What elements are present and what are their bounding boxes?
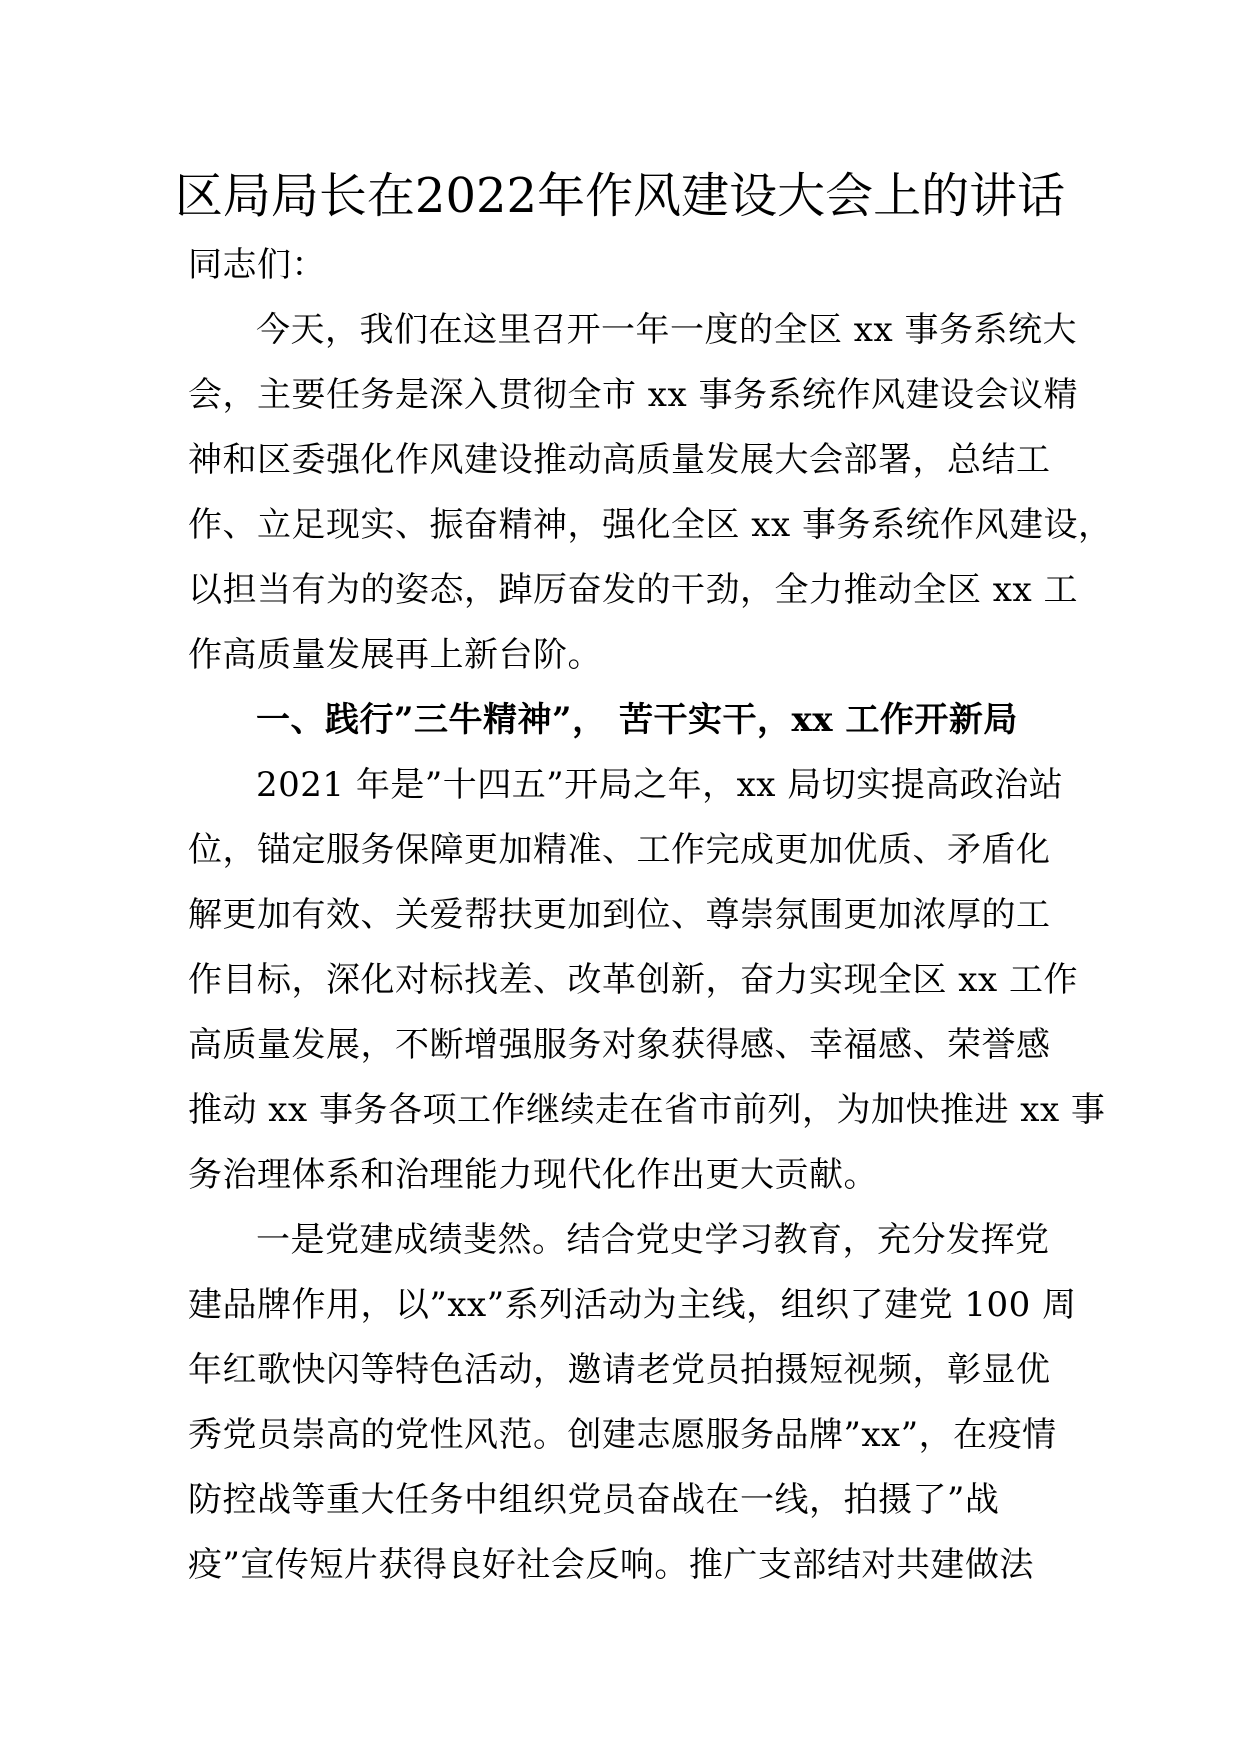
paragraph-line: 务治理体系和治理能力现代化作出更大贡献。 — [188, 1155, 878, 1195]
paragraph-line: 疫”宣传短片获得良好社会反响。推广支部结对共建做法 — [188, 1545, 1034, 1585]
paragraph-line: 今天，我们在这里召开一年一度的全区 xx 事务系统大 — [256, 310, 1077, 350]
paragraph-line: 会，主要任务是深入贯彻全市 xx 事务系统作风建设会议精 — [188, 375, 1078, 415]
paragraph-line: 一是党建成绩斐然。结合党史学习教育，充分发挥党 — [256, 1220, 1050, 1260]
section-heading: 一、践行”三牛精神”， 苦干实干，xx 工作开新局 — [256, 700, 1018, 740]
paragraph-line: 高质量发展，不断增强服务对象获得感、幸福感、荣誉感 — [188, 1025, 1051, 1065]
greeting: 同志们： — [188, 245, 326, 285]
document-title: 区局局长在2022年作风建设大会上的讲话 — [174, 168, 1066, 224]
paragraph-line: 秀党员崇高的党性风范。创建志愿服务品牌”xx”，在疫情 — [188, 1415, 1057, 1455]
paragraph-line: 年红歌快闪等特色活动，邀请老党员拍摄短视频，彰显优 — [188, 1350, 1051, 1390]
paragraph-line: 防控战等重大任务中组织党员奋战在一线，拍摄了”战 — [188, 1480, 1000, 1520]
paragraph-line: 建品牌作用，以”xx”系列活动为主线，组织了建党 100 周 — [188, 1285, 1077, 1325]
paragraph-line: 神和区委强化作风建设推动高质量发展大会部署，总结工 — [188, 440, 1051, 480]
paragraph-line: 以担当有为的姿态，踔厉奋发的干劲，全力推动全区 xx 工 — [188, 570, 1078, 610]
paragraph-line: 解更加有效、关爱帮扶更加到位、尊崇氛围更加浓厚的工 — [188, 895, 1051, 935]
paragraph-line: 推动 xx 事务各项工作继续走在省市前列，为加快推进 xx 事 — [188, 1090, 1106, 1130]
paragraph-line: 作、立足现实、振奋精神，强化全区 xx 事务系统作风建设， — [188, 505, 1113, 545]
paragraph-line: 作目标，深化对标找差、改革创新，奋力实现全区 xx 工作 — [188, 960, 1078, 1000]
paragraph-line: 作高质量发展再上新台阶。 — [188, 635, 602, 675]
paragraph-line: 2021 年是”十四五”开局之年，xx 局切实提高政治站 — [256, 765, 1064, 805]
paragraph-line: 位，锚定服务保障更加精准、工作完成更加优质、矛盾化 — [188, 830, 1051, 870]
document-body — [188, 233, 1113, 1598]
